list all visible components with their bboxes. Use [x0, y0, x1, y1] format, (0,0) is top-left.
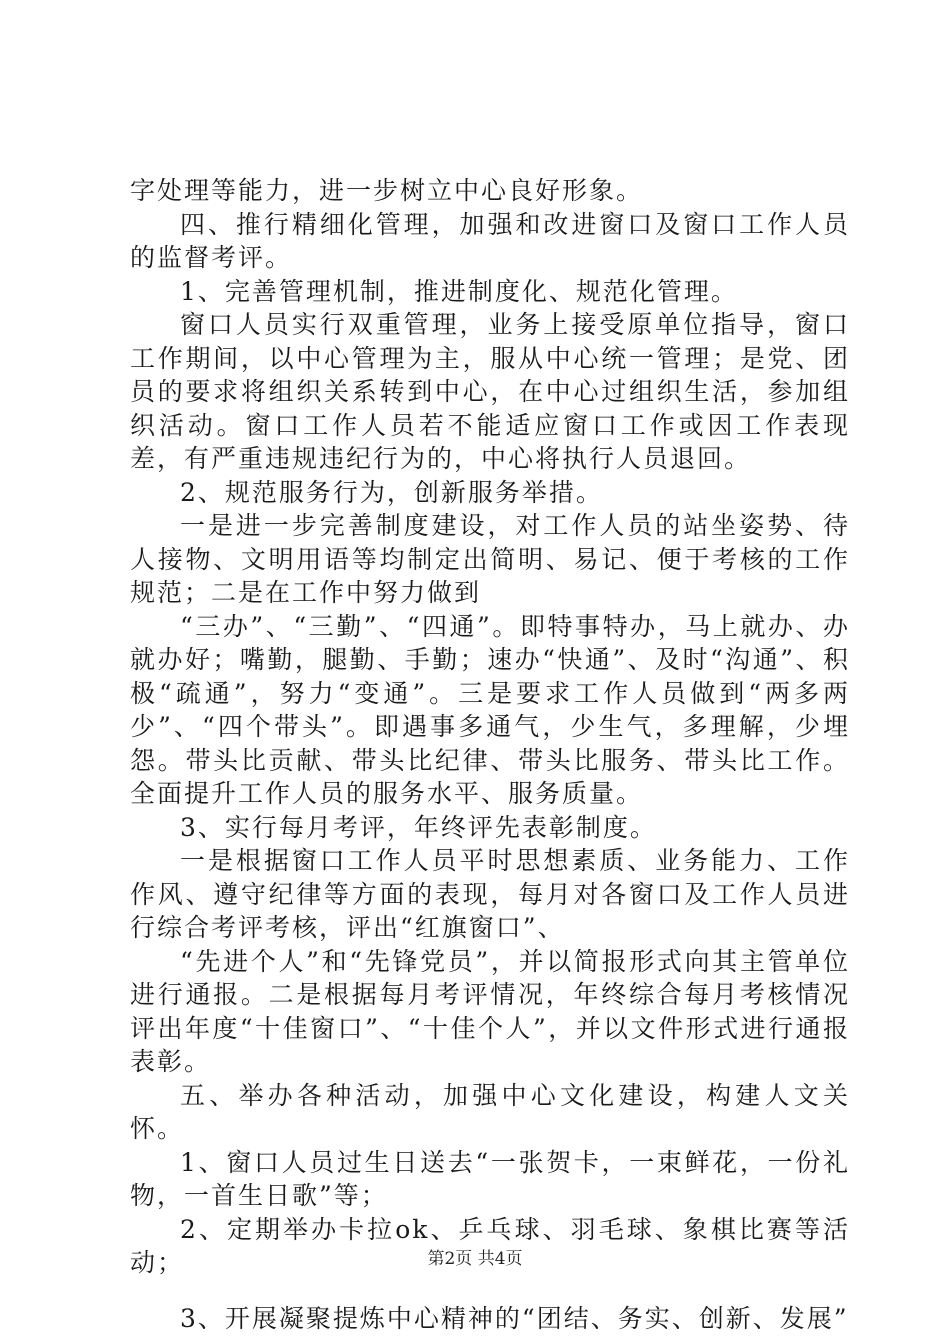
subheading-4-3: 3、实行每月考评，年终评先表彰制度。 — [180, 812, 657, 842]
paragraph-three-four: “三办”、“三勤”、“四通”。即特事特办，马上就办、办就办好；嘴勤，腿勤、手勤；速办“快通”、及时“沟通”、积极“疏通”，努力“变通”。三是要求工作人员做到“两多两少”、“四个带头”。即遇事多通气，少生气，多理解，少埋怨。带头比贡献、带头比纪律、带头比服务、带头比工作。全面提升工作人员的服务水平、服务质量。 — [130, 611, 850, 808]
subheading-4-2: 2、规范服务行为，创新服务举措。 — [180, 477, 603, 507]
list-item-activities: 2、定期举办卡拉ok、乒乓球、羽毛球、象棋比赛等活动； — [130, 1214, 850, 1277]
list-item-birthday: 1、窗口人员过生日送去“一张贺卡，一束鲜花，一份礼物，一首生日歌”等； — [130, 1147, 850, 1210]
page-number-footer: 第2页 共4页 — [427, 1249, 523, 1269]
paragraph-annual-award: “先进个人”和“先锋党员”，并以简报形式向其主管单位进行通报。二是根据每月考评情况，年终综合每月考核情况评出年度“十佳窗口”、“十佳个人”，并以文件形式进行通报表彰。 — [130, 946, 850, 1076]
document-body — [130, 174, 850, 1335]
paragraph-service-norms: 一是进一步完善制度建设，对工作人员的站坐姿势、待人接物、文明用语等均制定出简明、易记、便于考核的工作规范；二是在工作中努力做到 — [130, 511, 850, 607]
paragraph-dual-management: 窗口人员实行双重管理，业务上接受原单位指导，窗口工作期间，以中心管理为主，服从中心统一管理；是党、团员的要求将组织关系转到中心，在中心过组织生活，参加组织活动。窗口工作人员若不能适应窗口工作或因工作表现差，有严重违规违纪行为的，中心将执行人员退回。 — [130, 310, 850, 473]
subheading-4-1: 1、完善管理机制，推进制度化、规范化管理。 — [180, 276, 738, 306]
list-item-spirit: 3、开展凝聚提炼中心精神的“团结、务实、创新、发展” — [180, 1303, 849, 1333]
section-heading-5: 五、举办各种活动，加强中心文化建设，构建人文关怀。 — [130, 1080, 850, 1143]
paragraph-monthly-review: 一是根据窗口工作人员平时思想素质、业务能力、工作作风、遵守纪律等方面的表现，每月对各窗口及工作人员进行综合考评考核，评出“红旗窗口”、 — [130, 846, 850, 942]
section-heading-4: 四、推行精细化管理，加强和改进窗口及窗口工作人员的监督考评。 — [130, 209, 850, 272]
paragraph-continuation: 字处理等能力，进一步树立中心良好形象。 — [130, 176, 644, 205]
